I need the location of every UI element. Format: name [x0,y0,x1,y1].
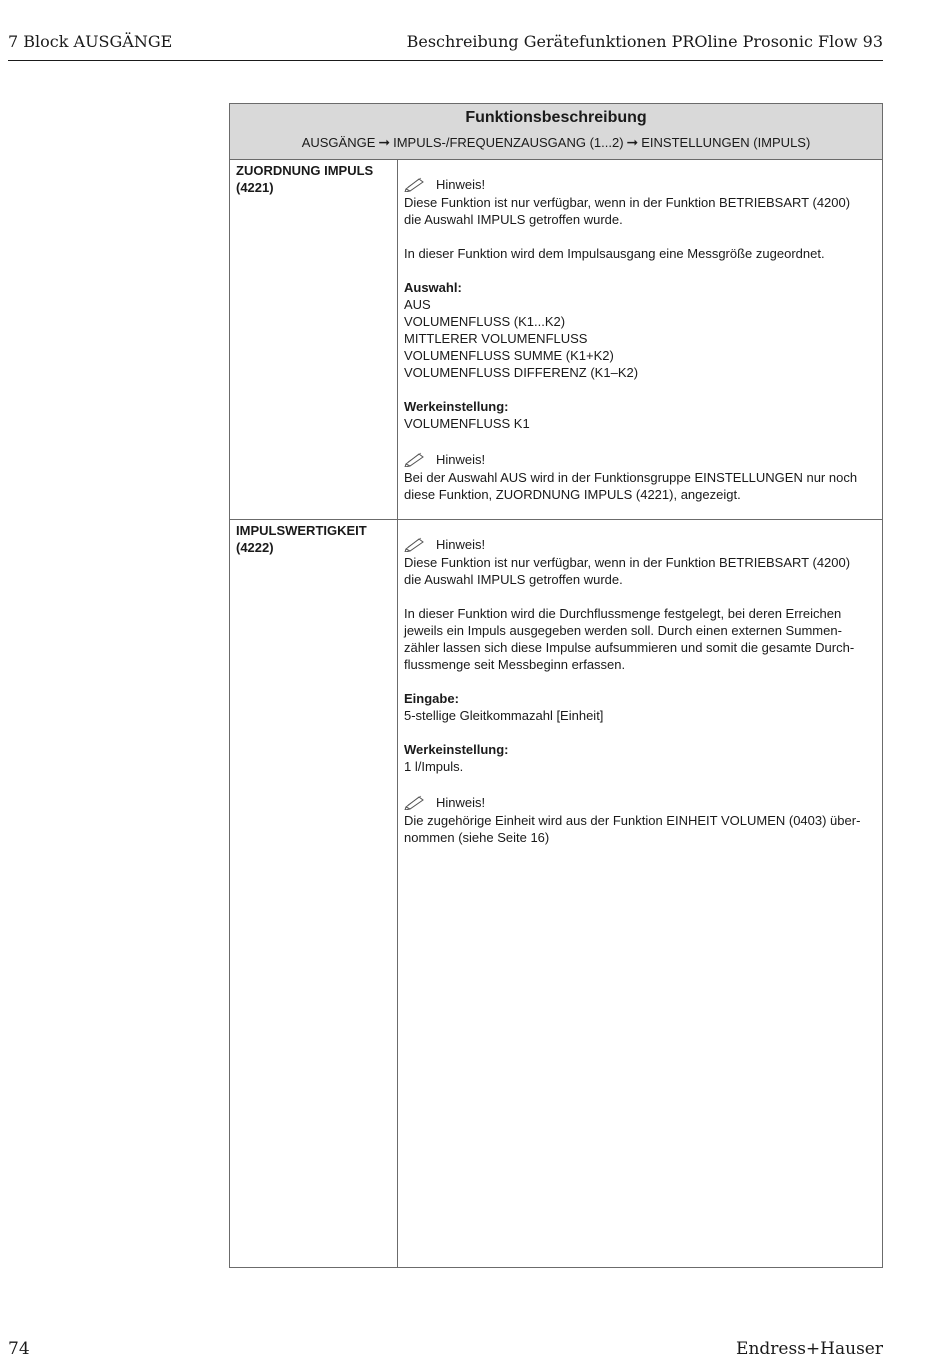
function-description-cell [398,520,882,1267]
function-description-cell [398,160,882,519]
pencil-note-icon [404,536,426,552]
input-value: 5-stellige Gleitkommazahl [Einheit] [404,708,604,723]
note-text: Diese Funktion ist nur verfügbar, wenn in der Funktion BETRIEBSART (4200) [404,555,851,570]
note-text: Die zugehörige Einheit wird aus der Funktion EINHEIT VOLUMEN (0403) über- [404,813,861,828]
pencil-note-icon [404,451,426,467]
note-label: Hinweis! [436,536,486,552]
breadcrumb-item: AUSGÄNGE [301,135,376,150]
brand-logo-text: Endress+Hauser [736,1339,883,1359]
breadcrumb-item: IMPULS-/FREQUENZAUSGANG (1...2) [393,135,624,150]
default-value: 1 l/Impuls. [404,759,464,774]
function-name-cell [230,160,398,519]
breadcrumb-item: EINSTELLUNGEN (IMPULS) [641,135,811,150]
table-header [230,104,882,160]
function-name: ZUORDNUNG IMPULS [236,163,374,178]
note-header [404,534,876,554]
input-label: Eingabe: [404,691,459,706]
function-code: (4221) [236,180,274,195]
note-header [404,449,876,469]
note-label: Hinweis! [436,451,486,467]
description-text: In dieser Funktion wird dem Impulsausgang eine Messgröße zugeordnet. [404,246,825,261]
chapter-title: 7 Block AUSGÄNGE [8,32,173,51]
option-item: VOLUMENFLUSS SUMME (K1+K2) [404,348,614,363]
breadcrumb [230,134,882,151]
default-value: VOLUMENFLUSS K1 [404,416,530,431]
pencil-note-icon [404,794,426,810]
table-row [230,520,882,1267]
note-text: die Auswahl IMPULS getroffen wurde. [404,572,623,587]
function-name-cell [230,520,398,1267]
description-text: jeweils ein Impuls ausgegeben werden soll. Durch einen externen Summen- [404,623,842,638]
description-text: In dieser Funktion wird die Durchflussmenge festgelegt, bei deren Erreichen [404,606,842,621]
note-label: Hinweis! [436,176,486,192]
note-text: Diese Funktion ist nur verfügbar, wenn in der Funktion BETRIEBSART (4200) [404,195,851,210]
page-header [8,30,883,61]
option-item: VOLUMENFLUSS (K1...K2) [404,314,566,329]
note-text: diese Funktion, ZUORDNUNG IMPULS (4221), angezeigt. [404,487,741,502]
pencil-note-icon [404,176,426,192]
page-number: 74 [8,1339,30,1359]
table-title: Funktionsbeschreibung [465,109,647,126]
default-label: Werkeinstellung: [404,399,509,414]
note-header [404,174,876,194]
description-text: zähler lassen sich diese Impulse aufsummieren und somit die gesamte Durch- [404,640,855,655]
default-label: Werkeinstellung: [404,742,509,757]
table-row [230,160,882,520]
option-item: VOLUMENFLUSS DIFFERENZ (K1–K2) [404,365,639,380]
option-item: AUS [404,297,431,312]
note-header [404,792,876,812]
function-code: (4222) [236,540,274,555]
arrow-right-icon: ➞ [378,134,391,150]
description-text: flussmenge seit Messbeginn erfassen. [404,657,626,672]
option-item: MITTLERER VOLUMENFLUSS [404,331,588,346]
note-text: nommen (siehe Seite 16) [404,830,550,845]
document-title: Beschreibung Gerätefunktionen PROline Prosonic Flow 93 [406,32,883,51]
note-label: Hinweis! [436,794,486,810]
arrow-right-icon: ➞ [626,134,639,150]
note-text: Bei der Auswahl AUS wird in der Funktionsgruppe EINSTELLUNGEN nur noch [404,470,858,485]
options-label: Auswahl: [404,280,462,295]
function-name: IMPULSWERTIGKEIT [236,523,367,538]
function-table [229,103,883,1268]
note-text: die Auswahl IMPULS getroffen wurde. [404,212,623,227]
